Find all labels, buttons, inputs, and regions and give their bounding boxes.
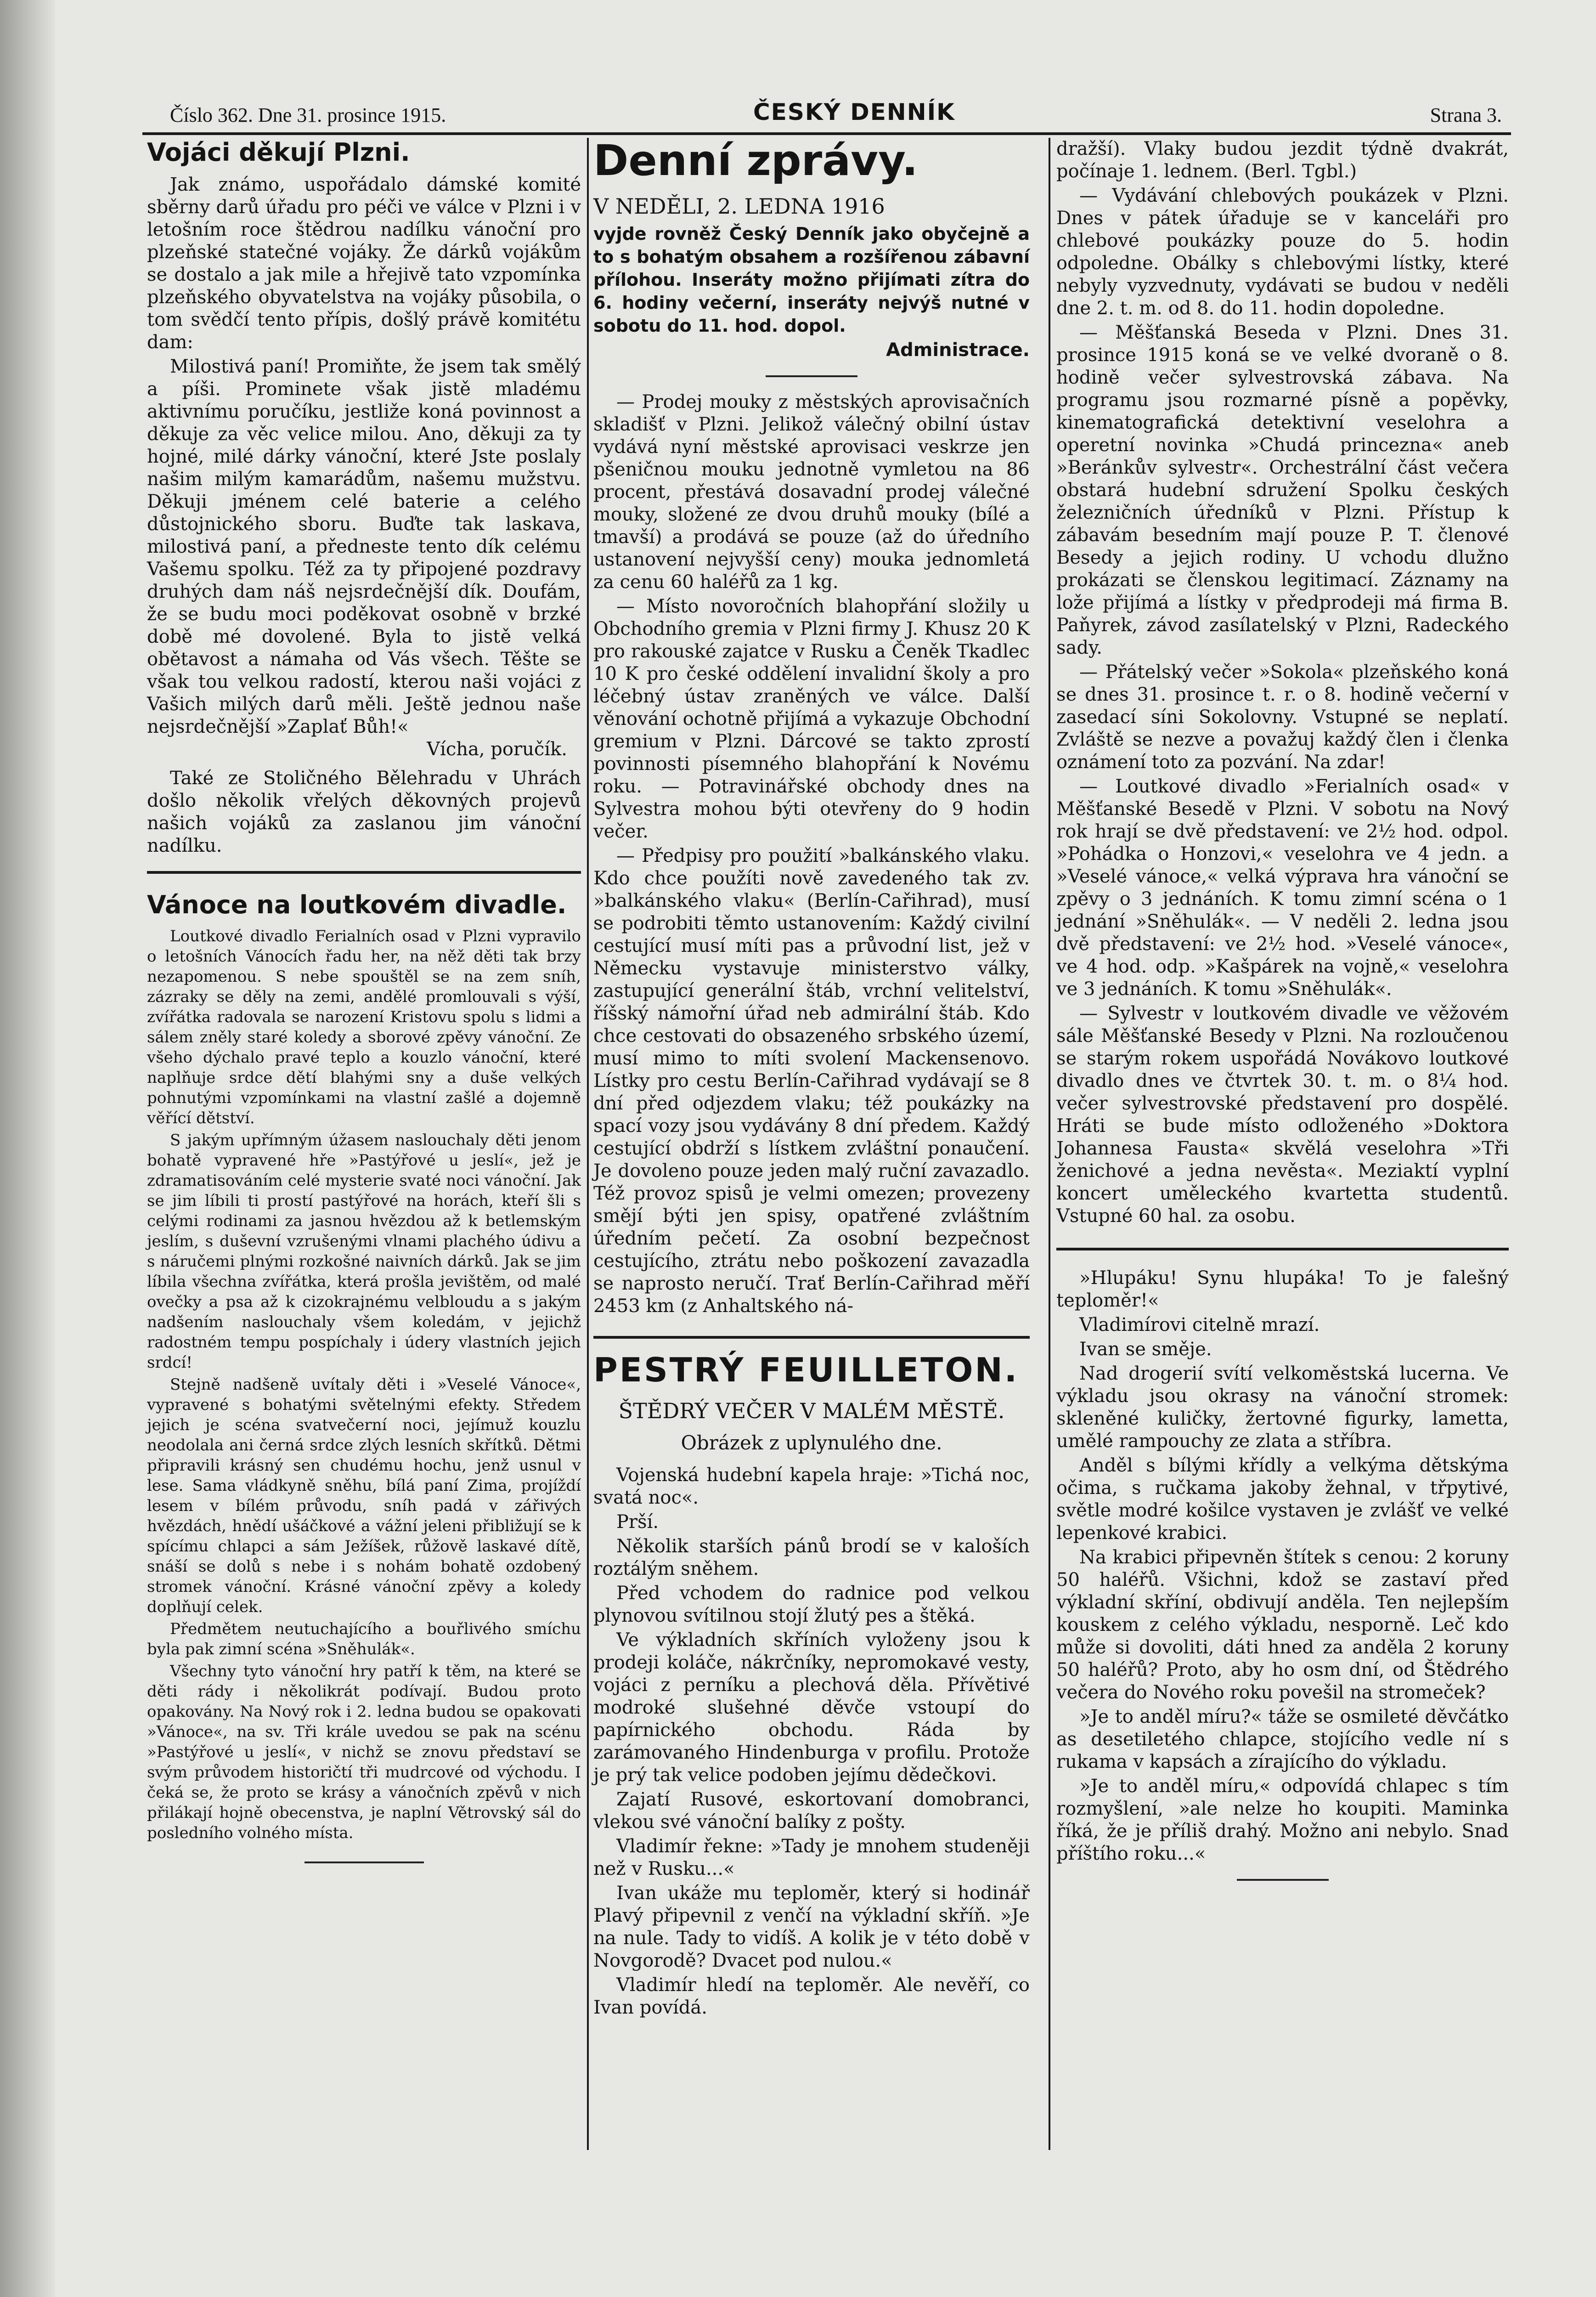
- paragraph: Nad drogerií svítí velkoměstská lucerna. Ve výkladu jsou okrasy na vánoční stromek: skleněné kuličky, žertovné figurky, lametta, umělé rampouchy ze zlata a stříbra.: [1056, 1363, 1509, 1452]
- paragraph: Ivan se směje.: [1079, 1339, 1212, 1360]
- header-rule: [142, 132, 1511, 135]
- news-item: — Sylvestr v loutkovém divadle ve věžovém sále Měšťanské Besedy v Plzni. Na rozloučenou se starým rokem uspořádá Novákovo loutkové divadlo dnes ve čtvrtek 30. t. m. o 8¼ hod. večer sylvestrovské představení pro dospělé. Hráti se bude místo odloženého »Doktora Johannesa Fausta« skvělá veselohra »Tři ženichové a jedna nevěsta«. Meziaktí vyplní koncert uměleckého kvartetta studentů. Vstupné 60 hal. za osobu.: [1056, 1003, 1509, 1227]
- news-item: — Přátelský večer »Sokola« plzeňského koná se dnes 31. prosince t. r. o 8. hodině večerní v zasedací síni Sokolovny. Vstupné se neplatí. Zvláště se nezve a považuj každý člen i členka oznámení toto za pozvání. Na zdar!: [1056, 662, 1509, 773]
- paragraph: »Je to anděl míru,« odpovídá chlapec s tím rozmyšlení, »ale nelze ho koupiti. Maminka říká, že je příliš drahý. Možno ani nebylo. Snad příštího roku...«: [1056, 1776, 1509, 1864]
- news-item: — Prodej mouky z městských aprovisačních skladišť v Plzni. Jelikož válečný obilní ústav vydává nyní městské aprovisaci veskrze jen pšeničnou mouku jednotně vymletou na 86 procent, přestává dosavadní prodej válečné mouky, složené ze dvou druhů mouky (bílé a tmavší) a prodává se pouze (až do úředního ustanovení nejvyšší ceny) mouka jednomletá za cenu 60 haléřů za 1 kg.: [593, 391, 1030, 593]
- paragraph: Ivan ukáže mu teploměr, který si hodinář Plavý připevnil z venčí na výkladní skříň. »Je na nule. Tady to vidíš. A kolik je v této době v Novgorodě? Dvacet pod nulou.«: [593, 1883, 1030, 1971]
- scan-margin: [0, 0, 55, 2297]
- paragraph: Stejně nadšeně uvítaly děti i »Veselé Vánoce«, vypravené s bohatými světelnými efekty. Středem jejich je scéna svatvečerní noci, jejímuž kouzlu neodolala ani černá srdce zlých lesních skřítků. Dětmi připravili krásný sen chudému hochu, jenž usnul v lese. Sama vládkyně sněhu, bílá paní Zima, projíždí lesem v bílém průvodu, sníh padá v zářivých hvězdách, hnědí ušáčkové a vážní jeleni přibližují se k spícímu chlapci a sám Ježíšek, růžově laskavé dítě, snáší se dolů s nebe i s nohám bohatě ozdobený stromek vánoční. Krásné vánoční zpěvy a koledy doplňují celek.: [147, 1375, 581, 1616]
- notice-body: vyjde rovněž Český Denník jako obyčejně a to s bohatým obsahem a rozšířenou zábavní přílohou. Inseráty možno přijímati zítra do 6. hodiny večerní, inseráty nejvýš nutné v sobotu do 11. hod. dopol.: [593, 224, 1030, 336]
- news-item: — Loutkové divadlo »Ferialních osad« v Měšťanské Besedě v Plzni. V sobotu na Nový rok hrají se dvě představení: ve 2½ hod. odpol. »Pohádka o Honzovi,« veselohra ve 4 jedn. a »Veselé vánoce,« velká výprava hra vánoční se zpěvy o 3 jednáních. K tomu zimní scéna o 1 jednání »Sněhulák«. — V neděli 2. ledna jsou dvě představení: ve 2½ hod. »Veselé vánoce«, ve 4 hod. odp. »Kašpárek na vojně,« veselohra ve 3 jednáních. K tomu »Sněhulák«.: [1056, 776, 1509, 1000]
- paragraph: Prší.: [616, 1511, 659, 1533]
- paragraph: Zajatí Rusové, eskortovaní domobranci, vlekou své vánoční balíky z pošty.: [593, 1789, 1030, 1833]
- paragraph: »Je to anděl míru?« táže se osmileté děvčátko as desetiletého chlapce, stojícího vedle ní s rukama v kapsách a zírajícího do výkladu.: [1056, 1706, 1509, 1772]
- paragraph: Vladimírovi citelně mrazí.: [1079, 1314, 1320, 1335]
- paragraph: S jakým upřímným úžasem naslouchaly děti jenom bohatě vypravené hře »Pastýřové u jeslí«, jež je zdramatisováním celé mysterie svaté noci vánoční. Jak se jim líbili ti prostí pastýřové na horách, kteří šli s celými rodinami za jasnou hvězdou až k betlemským jeslím, s duševní vzrušenými vlnami plachého údivu a s náručemi plnými rozkošné naivních dárků. Jak se jim líbila všechna zvířátka, která prošla jevištěm, od malé ovečky a psa až k cizokrajnému velbloudu a s jakým nadšením naslouchaly všem koledám, v jejichž radostném tempu pospíchaly i údery vlastních jejich srdcí!: [147, 1131, 581, 1372]
- paragraph: Jak známo, uspořádalo dámské komité sběrny darů úřadu pro péči ve válce v Plzni i v letošním roce štědrou nadílku vánoční pro plzeňské statečné vojáky. Že dárků vojákům se dostalo a jak mile a hřejivě tato vzpomínka plzeňského obyvatelstva na vojáky působila, o tom svědčí tento přípis, došlý právě komitétu dam:: [147, 174, 581, 353]
- column-1: [147, 138, 581, 1882]
- paragraph: Na krabici připevněn štítek s cenou: 2 koruny 50 haléřů. Všichni, kdož se zastaví před výkladní skříní, obdivují anděla. Ten nejlepším kouskem z celého výkladu, nesporně. Leč kdo může si dovoliti, dáti hned za anděla 2 koruny 50 haléřů? Proto, aby ho osm dní, od Štědrého večera do Nového roku povešil na stromeček?: [1056, 1547, 1509, 1703]
- section-rule: [1056, 1248, 1509, 1250]
- paragraph: Vojenská hudební kapela hraje: »Tichá noc, svatá noc«.: [593, 1465, 1030, 1508]
- column-rule-2: [1049, 138, 1050, 2150]
- paragraph: Loutkové divadlo Ferialních osad v Plzni vypravilo o letošních Vánocích řadu her, na něž děti tak brzy nezapomenou. S nebe spouštěl se na zem sníh, zázraky se děly na zemi, andělé promlouvali s výší, zvířátka radovala se narození Kristovu spolu s lidmi a sálem zněly staré koledy a sborové zpěvy vánoční. Ze všeho dýchalo pravé teplo a kouzlo vánoční, které naplňuje srdce dětí blahými sny a duše velkých pohnutými vzpomínkami na vlastní zašlé a dojemně věřící dětství.: [147, 927, 581, 1127]
- article-title: Vojáci děkují Plzni.: [147, 138, 410, 167]
- notice-signature: Administrace.: [886, 339, 1030, 361]
- feuilleton-subhead: ŠTĚDRÝ VEČER V MALÉM MĚSTĚ.: [618, 1398, 1005, 1423]
- paragraph: Ve výkladních skříních vyloženy jsou k prodeji koláče, nákrčníky, nepromokavé vesty, vojáci z perníku a plechová děla. Přívětivé modroké slušehné děvče vstoupí do papírnického obchodu. Ráda by zarámovaného Hindenburga v profilu. Protože je prý tak velice podoben jejímu dědečkovi.: [593, 1629, 1030, 1786]
- paragraph: Také ze Stoličného Bělehradu v Uhrách došlo několik vřelých děkovných projevů našich vojáků za zaslanou jim vánoční nadílku.: [147, 768, 581, 856]
- paragraph: Několik starších pánů brodí se v kaloších roztálým sněhem.: [593, 1536, 1030, 1579]
- page-header: [170, 99, 1502, 131]
- page-number: Strana 3.: [1430, 104, 1502, 126]
- paragraph: Vladimír řekne: »Tady je mnohem studeněji než v Rusku...«: [593, 1836, 1030, 1879]
- section-title: Denní zprávy.: [593, 136, 918, 185]
- issue-info: Číslo 362. Dne 31. prosince 1915.: [170, 104, 446, 126]
- news-item: — Předpisy pro použití »balkánského vlaku. Kdo chce použíti nově zavedeného tak zv. »balkánského vlaku« (Berlín-Cařihrad), musí se podrobiti těmto ustanovením: Každý civilní cestující musí míti pas a průvodní list, jež v Německu vystavuje ministerstvo války, zastupující generální štáb, vrchní velitelství, říšský námořní úřad neb admirální štáb. Kdo chce cestovati do obsazeného srbského území, musí mimo to míti svolení Mackensenovo. Lístky pro cestu Berlín-Cařihrad vydávají se 8 dní před odjezdem vlaku; též poukázky na spací vozy jsou vydávány 8 dní předem. Každý cestující obdrží s lístkem zvláštní ponaučení. Je dovoleno pouze jeden malý ruční zavazadlo. Též provoz spisů je velmi omezen; provezeny smějí býti jen spisy, opatřené zvláštním úředním pečetí. Za osobní bezpečnost cestujícího, ztrátu nebo poškození zavazadla se naprosto neručí. Trať Berlín-Cařihrad měří 2453 km (z Anhaltského ná-: [593, 845, 1030, 1317]
- paragraph: Předmětem neutuchajícího a bouřlivého smíchu byla pak zimní scéna »Sněhulák«.: [147, 1620, 581, 1658]
- continuation: dražší). Vlaky budou jezdit týdně dvakrát, počínaje 1. lednem. (Berl. Tgbl.): [1056, 138, 1509, 182]
- paragraph: »Hlupáku! Synu hlupáka! To je falešný teploměr!«: [1056, 1267, 1509, 1311]
- paragraph: Vladimír hledí na teploměr. Ale nevěří, co Ivan povídá.: [593, 1975, 1030, 2018]
- paragraph: Před vchodem do radnice pod velkou plynovou svítilnou stojí žlutý pes a štěká.: [593, 1583, 1030, 1626]
- paragraph: Milostivá paní! Promiňte, že jsem tak smělý a píši. Prominete však jistě mladému aktivnímu poručíku, jestliže koná povinnost a děkuje za věc velice milou. Ano, děkuji za ty hojné, milé dárky vánoční, které Jste poslaly našim milým kamarádům, našemu mužstvu. Děkuji jménem celé baterie a celého důstojnického sboru. Buďte tak laskava, milostivá paní, a předneste tento dík celému Vašemu spolku. Též za ty připojené pozdravy druhých dam náš nejsrdečnější dík. Doufám, že se budu moci poděkovat osobně v brzké době mé dovolené. Byla to jistě velká obětavost a námaha od Vás všech. Těšte se však tou velkou radostí, kterou naši vojáci z Vašich milých darů měli. Ještě jednou naše nejsrdečnější »Zaplať Bůh!«: [147, 356, 581, 737]
- news-item: — Měšťanská Beseda v Plzni. Dnes 31. prosince 1915 koná se ve velké dvoraně o 8. hodině večer sylvestrovská zábava. Na programu jsou rozmarné písně a popěvky, kinematografická detektivní veselohra a operetní novinka »Chudá princezna« aneb »Beránkův sylvestr«. Orchestrální část večera obstará hudební sdružení Spolku českých železničních úředníků v Plzni. Přístup k zábavám besedním mají pouze P. T. členové Besedy a jejich rodiny. U vchodu dlužno prokázati se členskou legitimací. Záznamy na lože přijímá a lístky v předprodeji má firma B. Paňyrek, závod zasílatelský v Plzni, Radeckého sady.: [1056, 322, 1509, 658]
- section-rule: [147, 871, 581, 874]
- feuilleton-title: PESTRÝ FEUILLETON.: [593, 1336, 1030, 1389]
- column-rule-1: [587, 138, 589, 2150]
- end-divider: [305, 1861, 424, 1863]
- news-item: — Vydávání chlebových poukázek v Plzni. Dnes v pátek úřaduje se v kanceláři pro chlebové poukázky pouze do 5. hodin odpoledne. Obálky s chlebovými lístky, které nebyly vyzvednuty, vydávati se budou v neděli dne 2. t. m. od 8. do 11. hodin dopoledne.: [1056, 185, 1509, 319]
- feuilleton-subtitle: Obrázek z uplynulého dne.: [681, 1431, 942, 1454]
- paragraph: Všechny tyto vánoční hry patří k těm, na které se děti rády i několikrát podívají. Budou proto opakovány. Na Nový rok i 2. ledna budou se opakovati »Vánoce«, na sv. Tři krále uvedou se pak na scénu »Pastýřové u jeslí«, v nichž se znovu představí se svým průvodem historičtí tři mudrcové od východu. I čeká se, že proto se krásy a vánočních zpěvů v nich přilákají hojně obecenstva, je naplní Větrovský sál do posledního volného místa.: [147, 1662, 581, 1842]
- divider: [766, 375, 857, 377]
- signature: Vícha, poručík.: [427, 739, 567, 760]
- masthead: ČESKÝ DENNÍK: [753, 99, 955, 125]
- notice-lead: V NEDĚLI, 2. LEDNA 1916: [593, 194, 885, 219]
- paragraph: Anděl s bílými křídly a velkýma dětskýma očima, s ručkama jakoby žehnal, v třpytivé, světle modré košilce vystaven je zvlášť ve velké lepenkové krabici.: [1056, 1455, 1509, 1544]
- column-2: [593, 138, 1030, 2019]
- news-item: — Místo novoročních blahopřání složily u Obchodního gremia v Plzni firmy J. Khusz 20 K pro rakouské zajatce v Rusku a Čeněk Tkadlec 10 K pro české oddělení invalidní školy a pro léčebný ústav zraněných ve válce. Další věnování ochotně přijímá a vykazuje Obchodní gremium v Plzni. Dárcové se takto zprostí povinnosti písemného blahopřání k Novému roku. — Potravinářské obchody dnes na Sylvestra mohou býti otevřeny do 9 hodin večer.: [593, 596, 1030, 842]
- column-3: [1056, 138, 1509, 1895]
- article-body: [147, 926, 581, 1843]
- end-divider: [1237, 1879, 1329, 1881]
- article-title: Vánoce na loutkovém divadle.: [147, 890, 567, 919]
